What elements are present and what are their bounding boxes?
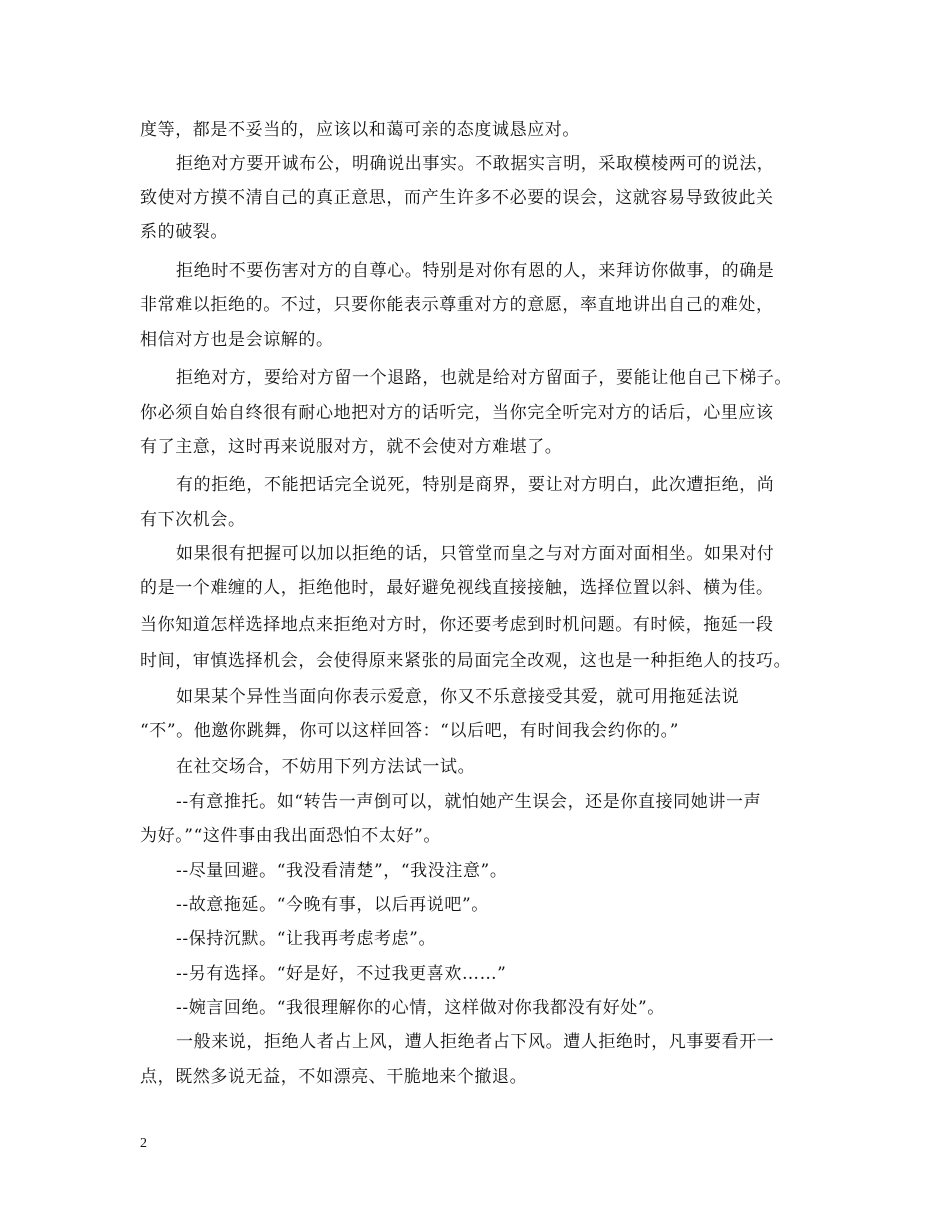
text-line: 系的破裂。 <box>140 222 228 242</box>
text-line: --另有选择。“好是好，不过我更喜欢……” <box>176 964 507 984</box>
text-line: 当你知道怎样选择地点来拒绝对方时，你还要考虑到时机问题。有时候，拖延一段 <box>140 615 774 635</box>
text-line: --有意推托。如“转告一声倒可以，就怕她产生误会，还是你直接同她讲一声 <box>176 792 762 812</box>
text-line: 在社交场合，不妨用下列方法试一试。 <box>176 757 476 777</box>
text-line: 有的拒绝，不能把话完全说死，特别是商界，要让对方明白，此次遭拒绝，尚 <box>176 475 775 495</box>
text-line: 拒绝对方，要给对方留一个退路，也就是给对方留面子，要能让他自己下梯子。 <box>176 368 792 388</box>
text-line: 时间，审慎选择机会，会使得原来紧张的局面完全改观，这也是一种拒绝人的技巧。 <box>140 651 792 671</box>
text-line: --保持沉默。“让我再考虑考虑”。 <box>176 929 437 949</box>
text-line: 度等，都是不妥当的，应该以和蔼可亲的态度诚恳应对。 <box>140 120 580 140</box>
text-line: --尽量回避。“我没看清楚”，“我没注意”。 <box>176 861 508 881</box>
text-line: 致使对方摸不清自己的真正意思，而产生许多不必要的误会，这就容易导致彼此关 <box>140 188 774 208</box>
text-line: --婉言回绝。“我很理解你的心情，这样做对你我都没有好处”。 <box>176 998 665 1018</box>
text-line: 非常难以拒绝的。不过，只要你能表示尊重对方的意愿，率直地讲出自己的难处， <box>140 295 774 315</box>
text-line: 你必须自始自终很有耐心地把对方的话听完，当你完全听完对方的话后，心里应该 <box>140 403 774 423</box>
text-line: “不”。他邀你跳舞，你可以这样回答：“以后吧，有时间我会约你的。” <box>140 721 680 741</box>
text-line: 为好。”“这件事由我出面恐怕不太好”。 <box>140 826 441 846</box>
text-line: 点，既然多说无益，不如漂亮、干脆地来个撤退。 <box>140 1067 528 1087</box>
text-line: 有了主意，这时再来说服对方，就不会使对方难堪了。 <box>140 437 563 457</box>
text-line: 有下次机会。 <box>140 510 246 530</box>
text-line: 一般来说，拒绝人者占上风，遭人拒绝者占下风。遭人拒绝时，凡事要看开一 <box>176 1032 775 1052</box>
text-line: 相信对方也是会谅解的。 <box>140 330 334 350</box>
text-line: 拒绝时不要伤害对方的自尊心。特别是对你有恩的人，来拜访你做事，的确是 <box>176 261 775 281</box>
text-line: 拒绝对方要开诚布公，明确说出事实。不敢据实言明，采取模棱两可的说法， <box>176 154 775 174</box>
text-line: 如果某个异性当面向你表示爱意，你又不乐意接受其爱，就可用拖延法说 <box>176 687 740 707</box>
page-number: 2 <box>140 1136 147 1151</box>
text-line: 的是一个难缠的人，拒绝他时，最好避免视线直接接触，选择位置以斜、横为佳。 <box>140 578 774 598</box>
text-line: 如果很有把握可以加以拒绝的话，只管堂而皇之与对方面对面相坐。如果对付 <box>176 544 775 564</box>
text-line: --故意拖延。“今晚有事，以后再说吧”。 <box>176 895 489 915</box>
